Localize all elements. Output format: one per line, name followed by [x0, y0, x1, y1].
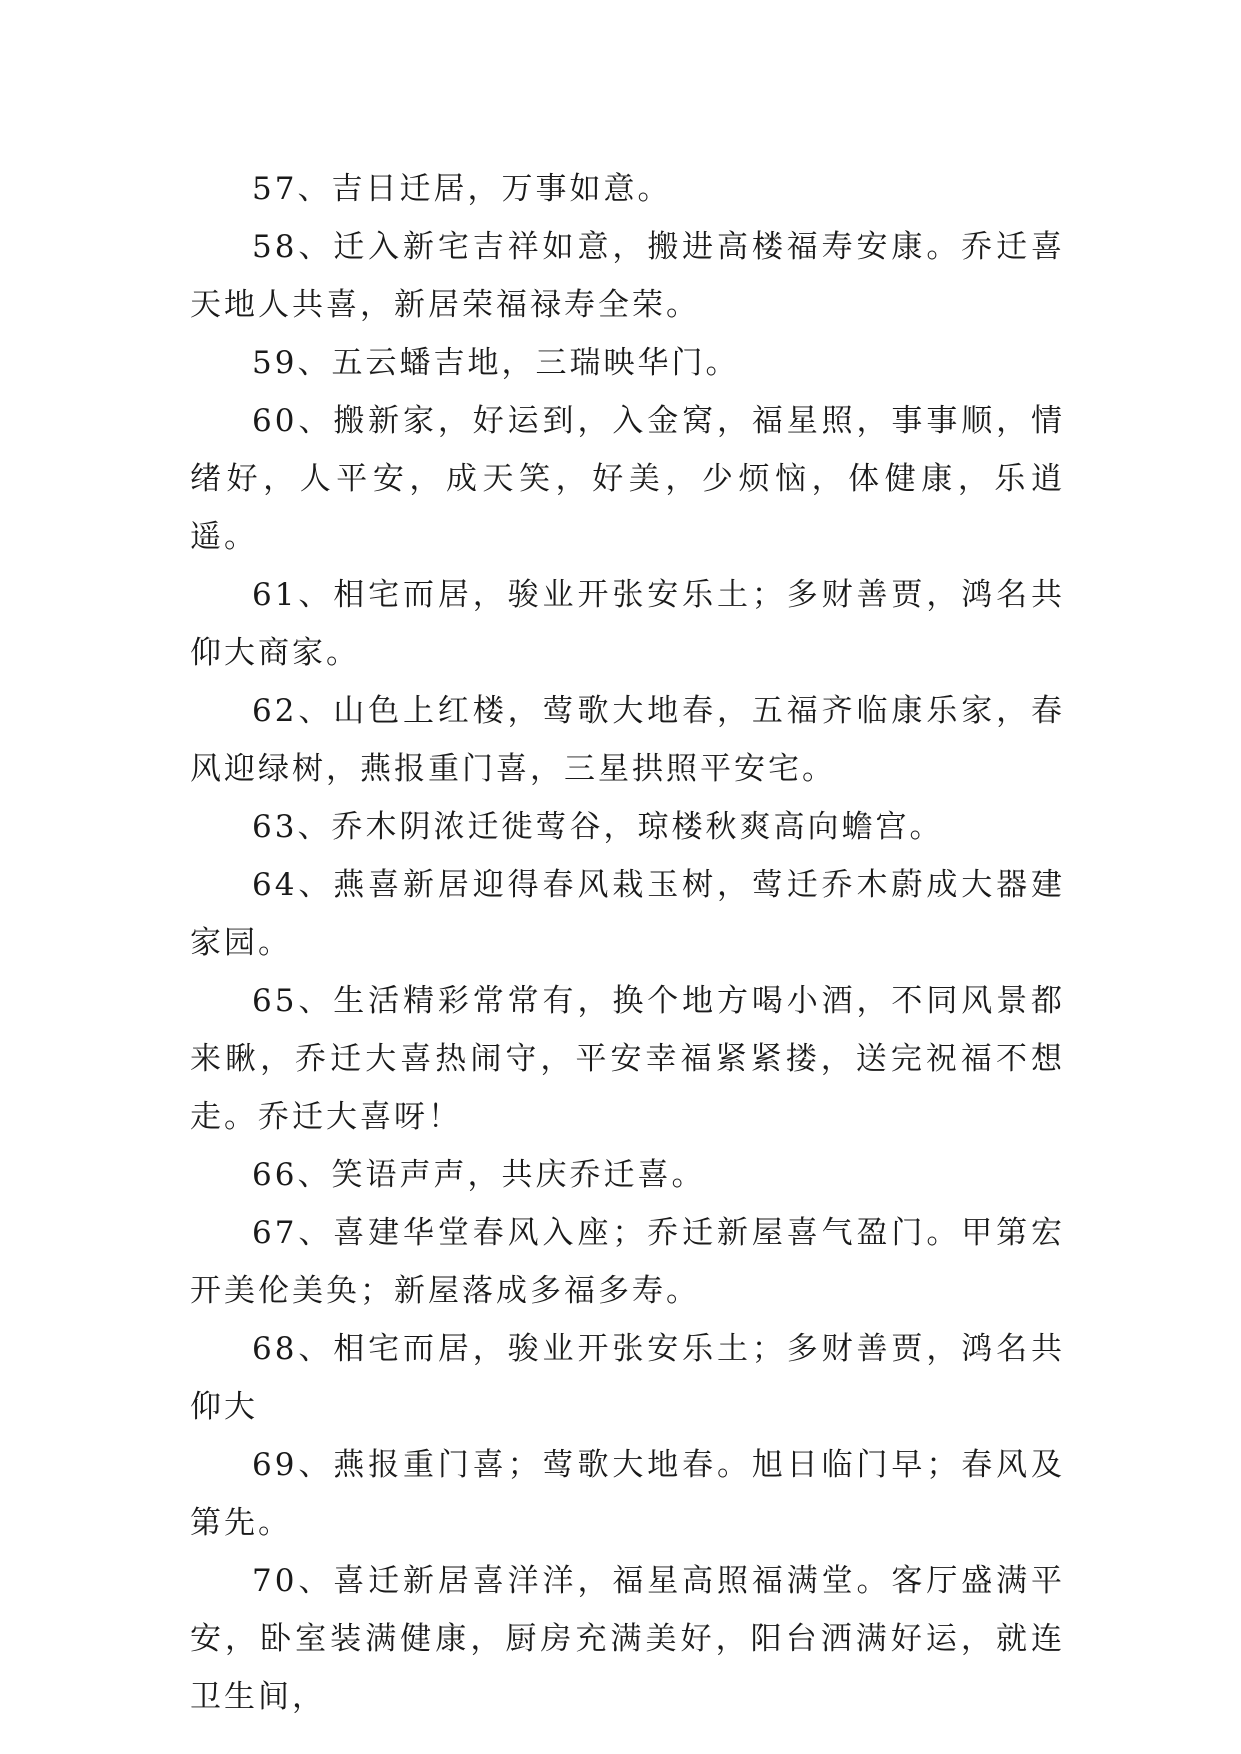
paragraph-61: 61、相宅而居，骏业开张安乐土；多财善贾，鸿名共仰大商家。: [190, 577, 1065, 671]
paragraph-59: 59、五云蟠吉地，三瑞映华门。: [252, 345, 740, 381]
paragraph-68: 68、相宅而居，骏业开张安乐土；多财善贾，鸿名共仰大: [190, 1331, 1065, 1425]
paragraph-62: 62、山色上红楼，莺歌大地春，五福齐临康乐家，春风迎绿树，燕报重门喜，三星拱照平安宅。: [190, 693, 1065, 787]
paragraph-63: 63、乔木阴浓迁徙莺谷，琼楼秋爽高向蟾宫。: [252, 809, 944, 845]
paragraph-58: 58、迁入新宅吉祥如意，搬进高楼福寿安康。乔迁喜天地人共喜，新居荣福禄寿全荣。: [190, 229, 1065, 323]
paragraph-60: 60、搬新家，好运到，入金窝，福星照，事事顺，情绪好，人平安，成天笑，好美，少烦恼，体健康，乐逍遥。: [190, 403, 1065, 555]
paragraph-57: 57、吉日迁居，万事如意。: [252, 171, 672, 207]
paragraph-67: 67、喜建华堂春风入座；乔迁新屋喜气盈门。甲第宏开美伦美奂；新屋落成多福多寿。: [190, 1215, 1065, 1309]
paragraph-66: 66、笑语声声，共庆乔迁喜。: [252, 1157, 706, 1193]
paragraph-70: 70、喜迁新居喜洋洋，福星高照福满堂。客厅盛满平安，卧室装满健康，厨房充满美好，阳台洒满好运，就连卫生间，: [190, 1563, 1065, 1715]
document-body: [190, 160, 1065, 1726]
paragraph-65: 65、生活精彩常常有，换个地方喝小酒，不同风景都来瞅，乔迁大喜热闹守，平安幸福紧紧搂，送完祝福不想走。乔迁大喜呀！: [190, 983, 1065, 1135]
paragraph-64: 64、燕喜新居迎得春风栽玉树，莺迁乔木蔚成大器建家园。: [190, 867, 1065, 961]
paragraph-69: 69、燕报重门喜；莺歌大地春。旭日临门早；春风及第先。: [190, 1447, 1065, 1541]
